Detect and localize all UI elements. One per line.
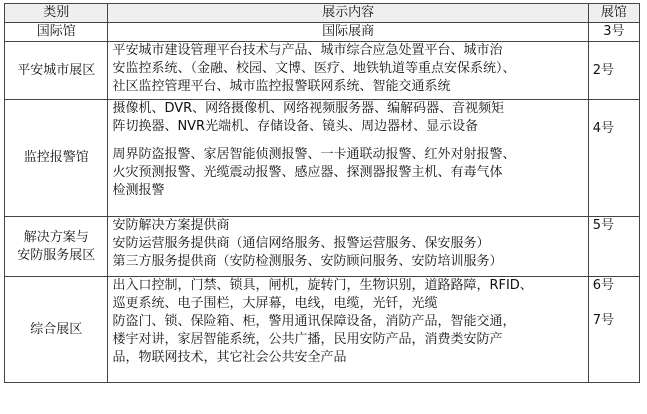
header-content: 展示内容 — [108, 4, 588, 23]
content-line: 周界防盗报警、家居智能侦测报警、一卡通联动报警、红外对射报警、 — [112, 147, 516, 162]
paragraph-gap — [112, 136, 583, 146]
content-line: 巡更系统、电子围栏，大屏幕，电线，电缆，光钎，光缆 — [112, 296, 438, 311]
category-text: 国际馆 — [36, 24, 76, 39]
content-cell — [108, 100, 588, 217]
category-text: 平安城市展区 — [17, 62, 96, 78]
content-line: 出入口控制，门禁、锁具，闸机，旋转门，生物识别，道路路障，RFID、 — [112, 278, 533, 293]
category-text: 综合展区 — [30, 321, 83, 337]
table-row-surveillance — [5, 100, 640, 217]
exhibit-table — [4, 3, 640, 383]
content-line: 安防运营服务提供商（通信网络服务、报警运营服务、保安服务） — [112, 236, 490, 251]
table-row-international — [5, 23, 640, 42]
content-line: 火灾预测报警、光缆震动报警、感应器、探测器报警主机、有毒气体 — [112, 165, 503, 180]
hall-cell — [588, 23, 639, 42]
table-row-general — [5, 277, 640, 383]
hall-cell — [588, 217, 639, 277]
content-line: 安防解决方案提供商 — [112, 218, 230, 233]
category-text: 安防服务展区 — [17, 247, 96, 263]
content-line: 国际展商 — [322, 24, 375, 39]
hall-gap — [593, 295, 635, 312]
hall-number: 6号 — [592, 278, 615, 293]
content-line: 摄像机、DVR、网络摄像机、网络视频服务器、编解码器、音视频矩 — [112, 101, 505, 116]
hall-cell — [588, 277, 639, 383]
category-cell — [5, 23, 108, 42]
content-line: 防盗门、锁、保险箱、柜，警用通讯保障设备，消防产品，智能交通， — [112, 314, 516, 329]
hall-number: 2号 — [592, 62, 615, 78]
table-row-solutions — [5, 217, 640, 277]
hall-number: 3号 — [603, 24, 625, 39]
category-cell — [5, 42, 108, 100]
hall-cell — [588, 100, 639, 217]
content-line: 楼宇对讲，家居智能系统，公共广播，民用安防产品，消费类安防产 — [112, 332, 503, 347]
content-line: 阵切换器、NVR光端机、存储设备、镜头、周边器材、显示设备 — [112, 119, 479, 134]
content-line: 社区监控管理平台、城市监控报警联网系统、智能交通系统 — [112, 79, 451, 94]
hall-number: 4号 — [592, 121, 615, 136]
content-cell — [108, 23, 588, 42]
content-line: 品，物联网技术，其它社会公共安全产品 — [112, 350, 347, 365]
table-header-row — [5, 4, 640, 23]
category-cell — [5, 277, 108, 383]
category-cell — [5, 217, 108, 277]
content-line: 检测报警 — [112, 183, 165, 198]
content-cell — [108, 42, 588, 100]
content-line: 平安城市建设管理平台技术与产品、城市综合应急处置平台、城市治 — [112, 43, 503, 58]
hall-cell — [588, 42, 639, 100]
header-hall: 展馆 — [588, 4, 639, 23]
content-line: 第三方服务提供商（安防检测服务、安防顾问服务、安防培训服务） — [112, 254, 503, 269]
table-row-safe-city — [5, 42, 640, 100]
hall-number: 7号 — [592, 313, 615, 328]
hall-number: 5号 — [592, 218, 615, 233]
category-cell — [5, 100, 108, 217]
header-category: 类别 — [5, 4, 108, 23]
category-text: 解决方案与 — [23, 229, 89, 245]
content-cell — [108, 217, 588, 277]
content-cell — [108, 277, 588, 383]
content-line: 安监控系统、（金融、校园、文博、医疗、地铁轨道等重点安保系统）、 — [112, 61, 516, 76]
category-text: 监控报警馆 — [23, 150, 89, 165]
